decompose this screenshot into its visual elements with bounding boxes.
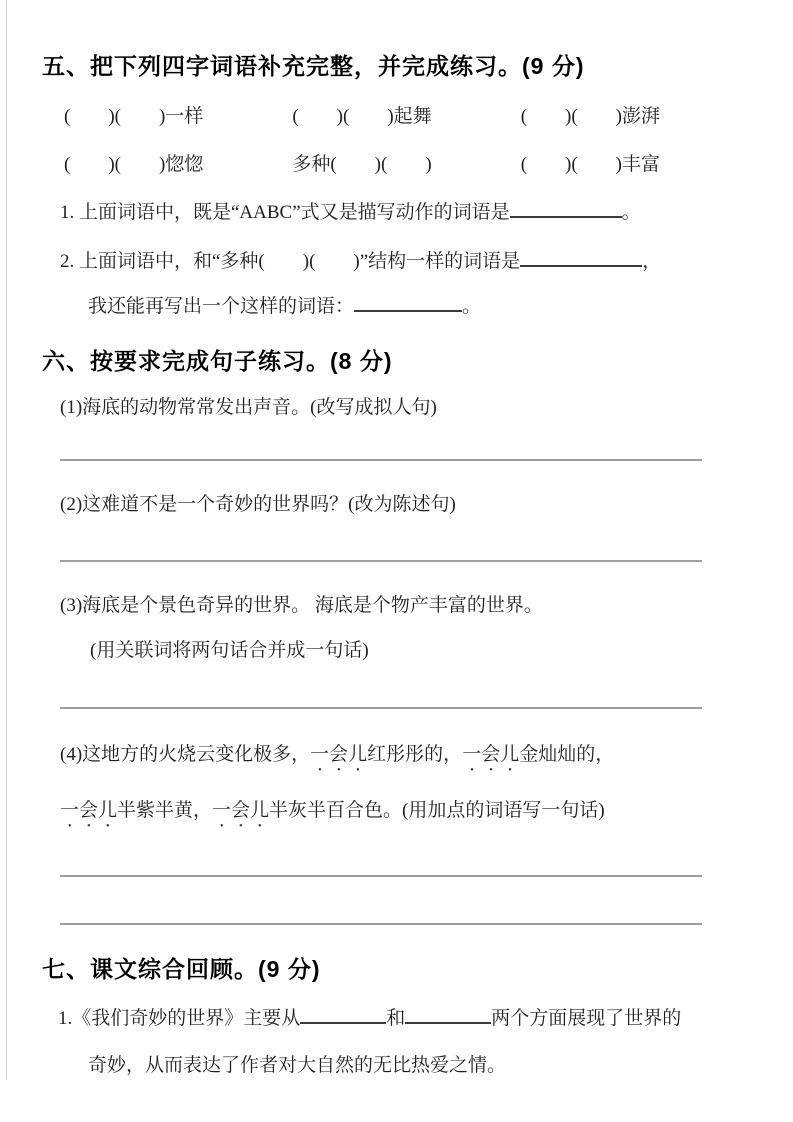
section-5 <box>42 50 737 320</box>
text-run: 1. 上面词语中，既是“AABC”式又是描写动作的词语是 <box>60 202 510 224</box>
text-run: (用关联词将两句话合并成一句话) <box>90 640 369 662</box>
text-run: (4)这地方的火烧云变化极多， <box>60 744 311 766</box>
answer-line-4 <box>60 875 702 877</box>
answer-line-2 <box>60 560 702 562</box>
word-blank-item: ( )( )惚惚 <box>64 154 204 175</box>
word-blank-item: ( )( )丰富 <box>520 154 660 175</box>
emphasis-dotted-text: 一会儿 <box>212 800 270 822</box>
inline-answer-blank <box>520 249 642 267</box>
text-run: (1)海底的动物常常发出声音。(改写成拟人句) <box>60 397 437 419</box>
text-run: 和 <box>386 1008 406 1030</box>
word-blank-item: ( )( )澎湃 <box>520 106 660 127</box>
text-run: 2. 上面词语中，和“多种( )( )”结构一样的词语是 <box>60 251 521 273</box>
word-blank-item: 多种( )( ) <box>292 154 432 175</box>
section-7 <box>42 953 737 1079</box>
answer-line-3 <box>60 707 702 709</box>
text-run: 。 <box>621 202 641 224</box>
text-run: 金灿灿的， <box>519 744 615 766</box>
question-5-2 <box>60 249 737 275</box>
text-run: 1.《我们奇妙的世界》主要从 <box>58 1008 301 1030</box>
emphasis-dotted-text: 一会儿 <box>310 744 368 766</box>
word-row-2 <box>64 152 660 178</box>
question-6-3-note <box>90 638 737 664</box>
word-blank-item: ( )( )一样 <box>64 106 204 127</box>
text-run: ， <box>642 251 662 273</box>
inline-answer-blank <box>300 1006 386 1024</box>
question-5-2-continued <box>88 294 737 320</box>
answer-line-5 <box>60 923 702 925</box>
text-run: 。 <box>462 296 482 318</box>
text-run: 半灰半百合色。(用加点的词语写一句话) <box>269 800 605 822</box>
text-run: 两个方面展现了世界的 <box>491 1008 682 1030</box>
text-run: 半紫半黄， <box>117 800 213 822</box>
inline-answer-blank <box>405 1006 491 1024</box>
inline-answer-blank <box>354 294 462 312</box>
word-blank-item: ( )( )起舞 <box>292 106 432 127</box>
question-7-1-line1 <box>58 1006 737 1032</box>
section-7-title: 七、课文综合回顾。(9 分) <box>42 956 321 983</box>
question-6-3 <box>60 593 737 619</box>
text-run: 奇妙，从而表达了作者对大自然的无比热爱之情。 <box>88 1055 507 1077</box>
inline-answer-blank <box>510 200 622 218</box>
question-6-2 <box>60 492 737 518</box>
text-run: 我还能再写出一个这样的词语： <box>88 296 355 318</box>
section-6 <box>42 345 737 925</box>
page-edge-scan-line <box>6 0 7 1080</box>
answer-line-1 <box>60 459 702 461</box>
question-6-4-line2 <box>60 798 737 832</box>
question-5-1 <box>60 200 737 226</box>
emphasis-dotted-text: 一会儿 <box>462 744 520 766</box>
question-6-4-line1 <box>60 742 737 776</box>
text-run: 红彤彤的， <box>367 744 463 766</box>
emphasis-dotted-text: 一会儿 <box>60 800 118 822</box>
word-row-1 <box>64 104 660 130</box>
question-7-1-line2 <box>88 1053 737 1079</box>
section-6-title: 六、按要求完成句子练习。(8 分) <box>42 348 393 375</box>
text-run: (2)这难道不是一个奇妙的世界吗？(改为陈述句) <box>60 494 456 516</box>
text-run: (3)海底是个景色奇异的世界。 海底是个物产丰富的世界。 <box>60 595 543 617</box>
question-6-1 <box>60 395 737 421</box>
section-5-title: 五、把下列四字词语补充完整，并完成练习。(9 分) <box>42 53 585 79</box>
